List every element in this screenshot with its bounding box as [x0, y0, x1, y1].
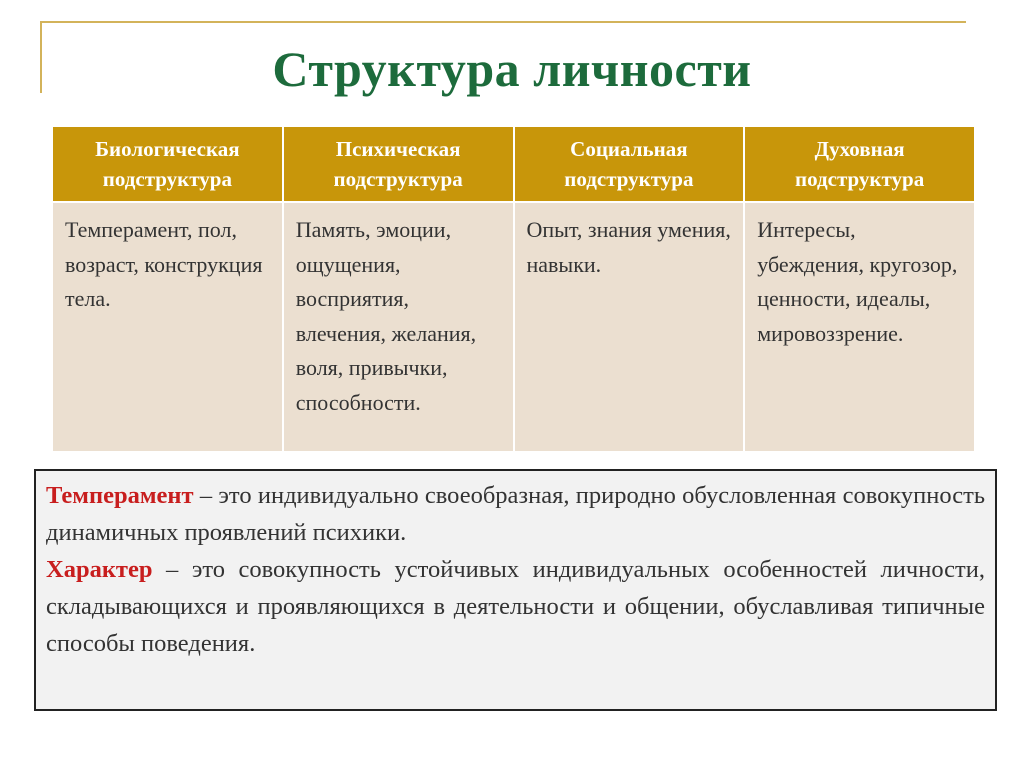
definitions-box [34, 469, 997, 711]
header-social: Социальная подструктура [514, 126, 745, 202]
cell-biological: Темперамент, пол, возраст, конструкция тела. [52, 202, 283, 452]
definition-character [46, 551, 985, 662]
term-temperament: Темперамент [46, 482, 194, 509]
definition-temperament [46, 477, 985, 551]
cell-psychic: Память, эмоции, ощущения, восприятия, влечения, желания, воля, привычки, способности. [283, 202, 514, 452]
table-row [52, 202, 975, 452]
header-psychic: Психическая подструктура [283, 126, 514, 202]
definition-temperament-text: – это индивидуально своеобразная, природно обусловленная совокупность динамичных проявлений психики. [46, 482, 985, 546]
cell-social: Опыт, знания умения, навыки. [514, 202, 745, 452]
header-biological: Биологическая подструктура [52, 126, 283, 202]
personality-structure-table [51, 125, 976, 453]
table-header-row [52, 126, 975, 202]
header-spiritual: Духовная подструктура [744, 126, 975, 202]
term-character: Характер [46, 556, 153, 583]
slide-title: Структура личности [272, 41, 752, 97]
cell-spiritual: Интересы, убеждения, кругозор, ценности, идеалы, мировоззрение. [744, 202, 975, 452]
decorative-top-line [40, 21, 966, 23]
definition-character-text: – это совокупность устойчивых индивидуальных особенностей личности, складывающихся и проявляющихся в деятельности и общении, обуславливая типичные способы поведения. [46, 556, 985, 657]
